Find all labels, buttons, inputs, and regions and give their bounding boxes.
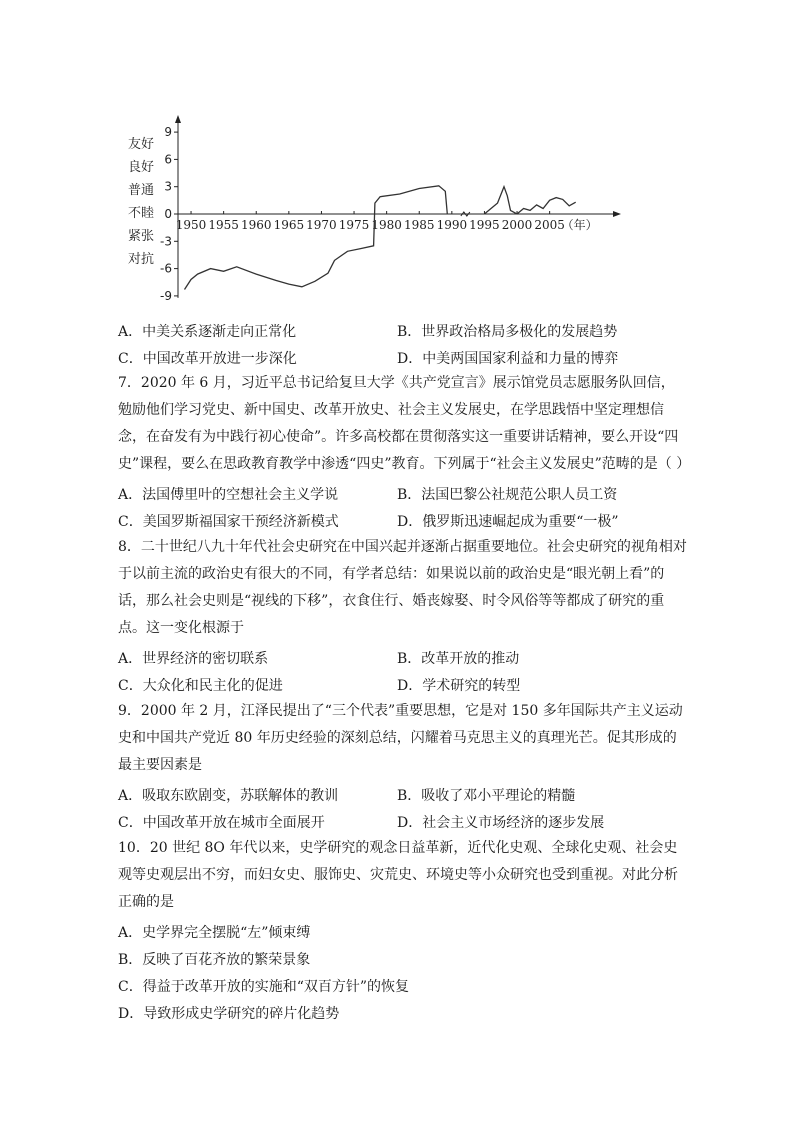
q9-option-d: D．社会主义市场经济的逐步发展 <box>397 815 605 831</box>
x-axis-break <box>461 212 470 216</box>
y-tick-label: -6 <box>160 261 172 276</box>
series-line-1 <box>185 186 448 290</box>
x-tick-label: 1995 <box>469 218 500 232</box>
q9-option-a: A．吸取东欧剧变，苏联解体的教训 <box>118 788 339 804</box>
y-tick-label: 0 <box>164 207 172 221</box>
q7-option-b: B．法国巴黎公社规范公职人员工资 <box>397 487 618 503</box>
y-category-label: 良好 <box>128 160 155 175</box>
y-tick-label: -3 <box>160 234 172 249</box>
x-axis-label: （年） <box>561 218 598 232</box>
q6-option-b: B．世界政治格局多极化的发展趋势 <box>397 324 618 340</box>
x-tick-label: 1990 <box>436 218 468 232</box>
relations-line-chart <box>110 115 630 310</box>
q8-option-a: A．世界经济的密切联系 <box>118 651 269 667</box>
y-tick-label: 3 <box>164 179 172 194</box>
q9-option-b: B．吸收了邓小平理论的精髓 <box>397 788 576 804</box>
y-category-label: 普通 <box>128 183 155 198</box>
x-tick-label: 1960 <box>240 218 272 232</box>
x-tick-label: 1975 <box>338 218 370 232</box>
q8-option-b: B．改革开放的推动 <box>397 651 520 667</box>
q10-option-a: A．史学界完全摆脱“左”倾束缚 <box>118 925 311 941</box>
y-axis-arrow <box>175 115 181 123</box>
q7-stem: 7．2020 年 6 月，习近平总书记给复旦大学《共产党宣言》展示馆党员志愿服务队回信，勉励他们学习党史、新中国史、改革开放史、社会主义发展史，在学思践悟中坚定理想信念，在奋发有为中践行初心使命”。许多高校都在贯彻落实这一重要讲话精神，要么开设“四史”课程，要么在思政教育教学中渗透“四史”教育。下列属于“社会主义发展史”范畴的是（ ） <box>118 375 691 472</box>
q10-option-c: C．得益于改革开放的实施和“双百方针”的恢复 <box>118 979 410 995</box>
y-tick-label: 6 <box>164 152 172 167</box>
y-tick-label: -9 <box>160 288 172 303</box>
q7-option-c: C．美国罗斯福国家干预经济新模式 <box>118 514 339 530</box>
x-tick-label: 1950 <box>175 218 207 232</box>
y-category-label: 友好 <box>128 137 155 152</box>
y-category-label: 对抗 <box>128 252 155 267</box>
q8-stem: 8．二十世纪八九十年代社会史研究在中国兴起并逐渐占据重要地位。社会史研究的视角相对于以前主流的政治史有很大的不同，有学者总结：如果说以前的政治史是“眼光朝上看”的话，那么社会史则是“视线的下移”，衣食住行、婚丧嫁娶、时令风俗等等都成了研究的重点。这一变化根源于 <box>118 539 687 636</box>
x-tick-label: 2005 <box>534 218 565 232</box>
x-tick-label: 2000 <box>501 218 533 232</box>
series-line-2 <box>484 187 575 214</box>
y-tick-label: 9 <box>164 125 172 140</box>
q8-option-c: C．大众化和民主化的促进 <box>118 678 283 694</box>
q6-option-d: D．中美两国国家利益和力量的博弈 <box>397 351 619 367</box>
q9-stem: 9．2000 年 2 月，江泽民提出了“三个代表”重要思想，它是对 150 多年国际共产主义运动史和中国共产党近 80 年历史经验的深刻总结，闪耀着马克思主义的真理光芒。促其形成的最主要因素是 <box>118 703 683 773</box>
x-tick-label: 1985 <box>403 218 435 232</box>
q6-option-c: C．中国改革开放进一步深化 <box>118 351 297 367</box>
q10-stem: 10．20 世纪 8O 年代以来，史学研究的观念日益革新，近代化史观、全球化史观、社会史观等史观层出不穷，而妇女史、服饰史、灾荒史、环境史等小众研究也受到重视。对此分析正确的是 <box>118 840 678 910</box>
q9-option-c: C．中国改革开放在城市全面展开 <box>118 815 325 831</box>
q10-option-b: B．反映了百花齐放的繁荣景象 <box>118 952 311 968</box>
q7-option-d: D．俄罗斯迅速崛起成为重要“一极” <box>397 514 619 530</box>
q8-option-d: D．学术研究的转型 <box>397 678 521 694</box>
x-tick-label: 1955 <box>208 218 239 232</box>
q6-option-a: A．中美关系逐渐走向正常化 <box>118 324 297 340</box>
x-tick-label: 1965 <box>273 218 305 232</box>
x-tick-label: 1980 <box>371 218 402 232</box>
y-category-label: 紧张 <box>128 229 155 244</box>
y-category-label: 不睦 <box>128 206 155 221</box>
x-tick-label: 1970 <box>306 218 337 232</box>
chart-svg <box>110 115 630 310</box>
q7-option-a: A．法国傅里叶的空想社会主义学说 <box>118 487 339 503</box>
x-axis-arrow <box>613 211 621 217</box>
q10-option-d: D．导致形成史学研究的碎片化趋势 <box>118 1006 340 1022</box>
